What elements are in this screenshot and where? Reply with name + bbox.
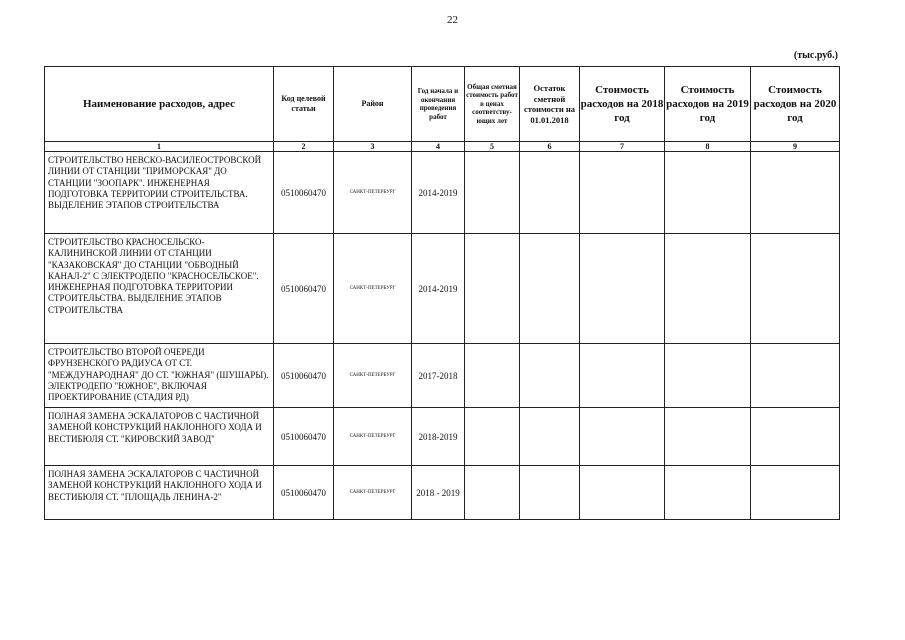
expense-name: ПОЛНАЯ ЗАМЕНА ЭСКАЛАТОРОВ С ЧАСТИЧНОЙ ЗАМЕНОЙ КОНСТРУКЦИЙ НАКЛОННОГО ХОДА И ВЕСТИБЮЛЯ СТ. "КИРОВСКИЙ ЗАВОД" [45,408,274,466]
table-row [45,234,840,344]
cost-2018-cell [580,152,665,234]
total-cost-cell [465,408,520,466]
header-total-cost: Общая сметная стоимость работ в ценах соответству-ющих лет [465,67,520,142]
district: САНКТ-ПЕТЕРБУРГ [334,466,412,520]
remainder-cell [520,152,580,234]
column-number: 6 [520,142,580,152]
total-cost-cell [465,466,520,520]
header-cost-2018: Стоимость расходов на 2018 год [580,67,665,142]
cost-2020-cell [751,466,840,520]
cost-2018-cell [580,344,665,408]
header-remainder: Остаток сметной стоимости на 01.01.2018 [520,67,580,142]
total-cost-cell [465,344,520,408]
header-district: Район [334,67,412,142]
cost-2020-cell [751,234,840,344]
expense-name: СТРОИТЕЛЬСТВО ВТОРОЙ ОЧЕРЕДИ ФРУНЗЕНСКОГО РАДИУСА ОТ СТ. "МЕЖДУНАРОДНАЯ" ДО СТ. "ЮЖНАЯ" (ШУШАРЫ). ЭЛЕКТРОДЕПО "ЮЖНОЕ", ВКЛЮЧАЯ ПРОЕКТИРОВАНИЕ (СТАДИЯ РД) [45,344,274,408]
expense-name: СТРОИТЕЛЬСТВО НЕВСКО-ВАСИЛЕОСТРОВСКОЙ ЛИНИИ ОТ СТАНЦИИ "ПРИМОРСКАЯ" ДО СТАНЦИИ "ЗООПАРК". ИНЖЕНЕРНАЯ ПОДГОТОВКА ТЕРРИТОРИИ СТРОИТЕЛЬСТВА. ВЫДЕЛЕНИЕ ЭТАПОВ СТРОИТЕЛЬСТВА [45,152,274,234]
target-code: 0510060470 [274,234,334,344]
expense-name: ПОЛНАЯ ЗАМЕНА ЭСКАЛАТОРОВ С ЧАСТИЧНОЙ ЗАМЕНОЙ КОНСТРУКЦИЙ НАКЛОННОГО ХОДА И ВЕСТИБЮЛЯ СТ. "ПЛОЩАДЬ ЛЕНИНА-2" [45,466,274,520]
header-name: Наименование расходов, адрес [45,67,274,142]
column-number: 7 [580,142,665,152]
header-cost-2019: Стоимость расходов на 2019 год [665,67,751,142]
work-years: 2017-2018 [412,344,465,408]
cost-2019-cell [665,152,751,234]
target-code: 0510060470 [274,408,334,466]
expense-name: СТРОИТЕЛЬСТВО КРАСНОСЕЛЬСКО-КАЛИНИНСКОЙ ЛИНИИ ОТ СТАНЦИИ "КАЗАКОВСКАЯ" ДО СТАНЦИИ "ОБВОДНЫЙ КАНАЛ-2" С ЭЛЕКТРОДЕПО "КРАСНОСЕЛЬСКОЕ". ИНЖЕНЕРНАЯ ПОДГОТОВКА ТЕРРИТОРИИ СТРОИТЕЛЬСТВА. ВЫДЕЛЕНИЕ ЭТАПОВ СТРОИТЕЛЬСТВА [45,234,274,344]
target-code: 0510060470 [274,344,334,408]
target-code: 0510060470 [274,152,334,234]
column-number: 9 [751,142,840,152]
cost-2020-cell [751,152,840,234]
cost-2018-cell [580,234,665,344]
budget-table [44,66,840,520]
unit-note: (тыс.руб.) [793,50,838,61]
column-number-row [45,142,840,152]
total-cost-cell [465,234,520,344]
district: САНКТ-ПЕТЕРБУРГ [334,152,412,234]
column-number: 3 [334,142,412,152]
column-number: 2 [274,142,334,152]
cost-2019-cell [665,234,751,344]
total-cost-cell [465,152,520,234]
column-number: 1 [45,142,274,152]
header-cost-2020: Стоимость расходов на 2020 год [751,67,840,142]
column-number: 8 [665,142,751,152]
cost-2019-cell [665,466,751,520]
column-number: 5 [465,142,520,152]
remainder-cell [520,408,580,466]
header-years: Год начала и окончания проведения работ [412,67,465,142]
header-row [45,67,840,142]
column-number: 4 [412,142,465,152]
remainder-cell [520,466,580,520]
work-years: 2018-2019 [412,408,465,466]
header-code: Код целевой статьи [274,67,334,142]
cost-2018-cell [580,466,665,520]
remainder-cell [520,234,580,344]
work-years: 2018 - 2019 [412,466,465,520]
table-row [45,466,840,520]
remainder-cell [520,344,580,408]
cost-2019-cell [665,408,751,466]
table-row [45,408,840,466]
page-number: 22 [447,14,458,26]
cost-2020-cell [751,344,840,408]
target-code: 0510060470 [274,466,334,520]
table-row [45,344,840,408]
district: САНКТ-ПЕТЕРБУРГ [334,344,412,408]
table-row [45,152,840,234]
district: САНКТ-ПЕТЕРБУРГ [334,234,412,344]
cost-2019-cell [665,344,751,408]
district: САНКТ-ПЕТЕРБУРГ [334,408,412,466]
work-years: 2014-2019 [412,234,465,344]
cost-2018-cell [580,408,665,466]
work-years: 2014-2019 [412,152,465,234]
cost-2020-cell [751,408,840,466]
